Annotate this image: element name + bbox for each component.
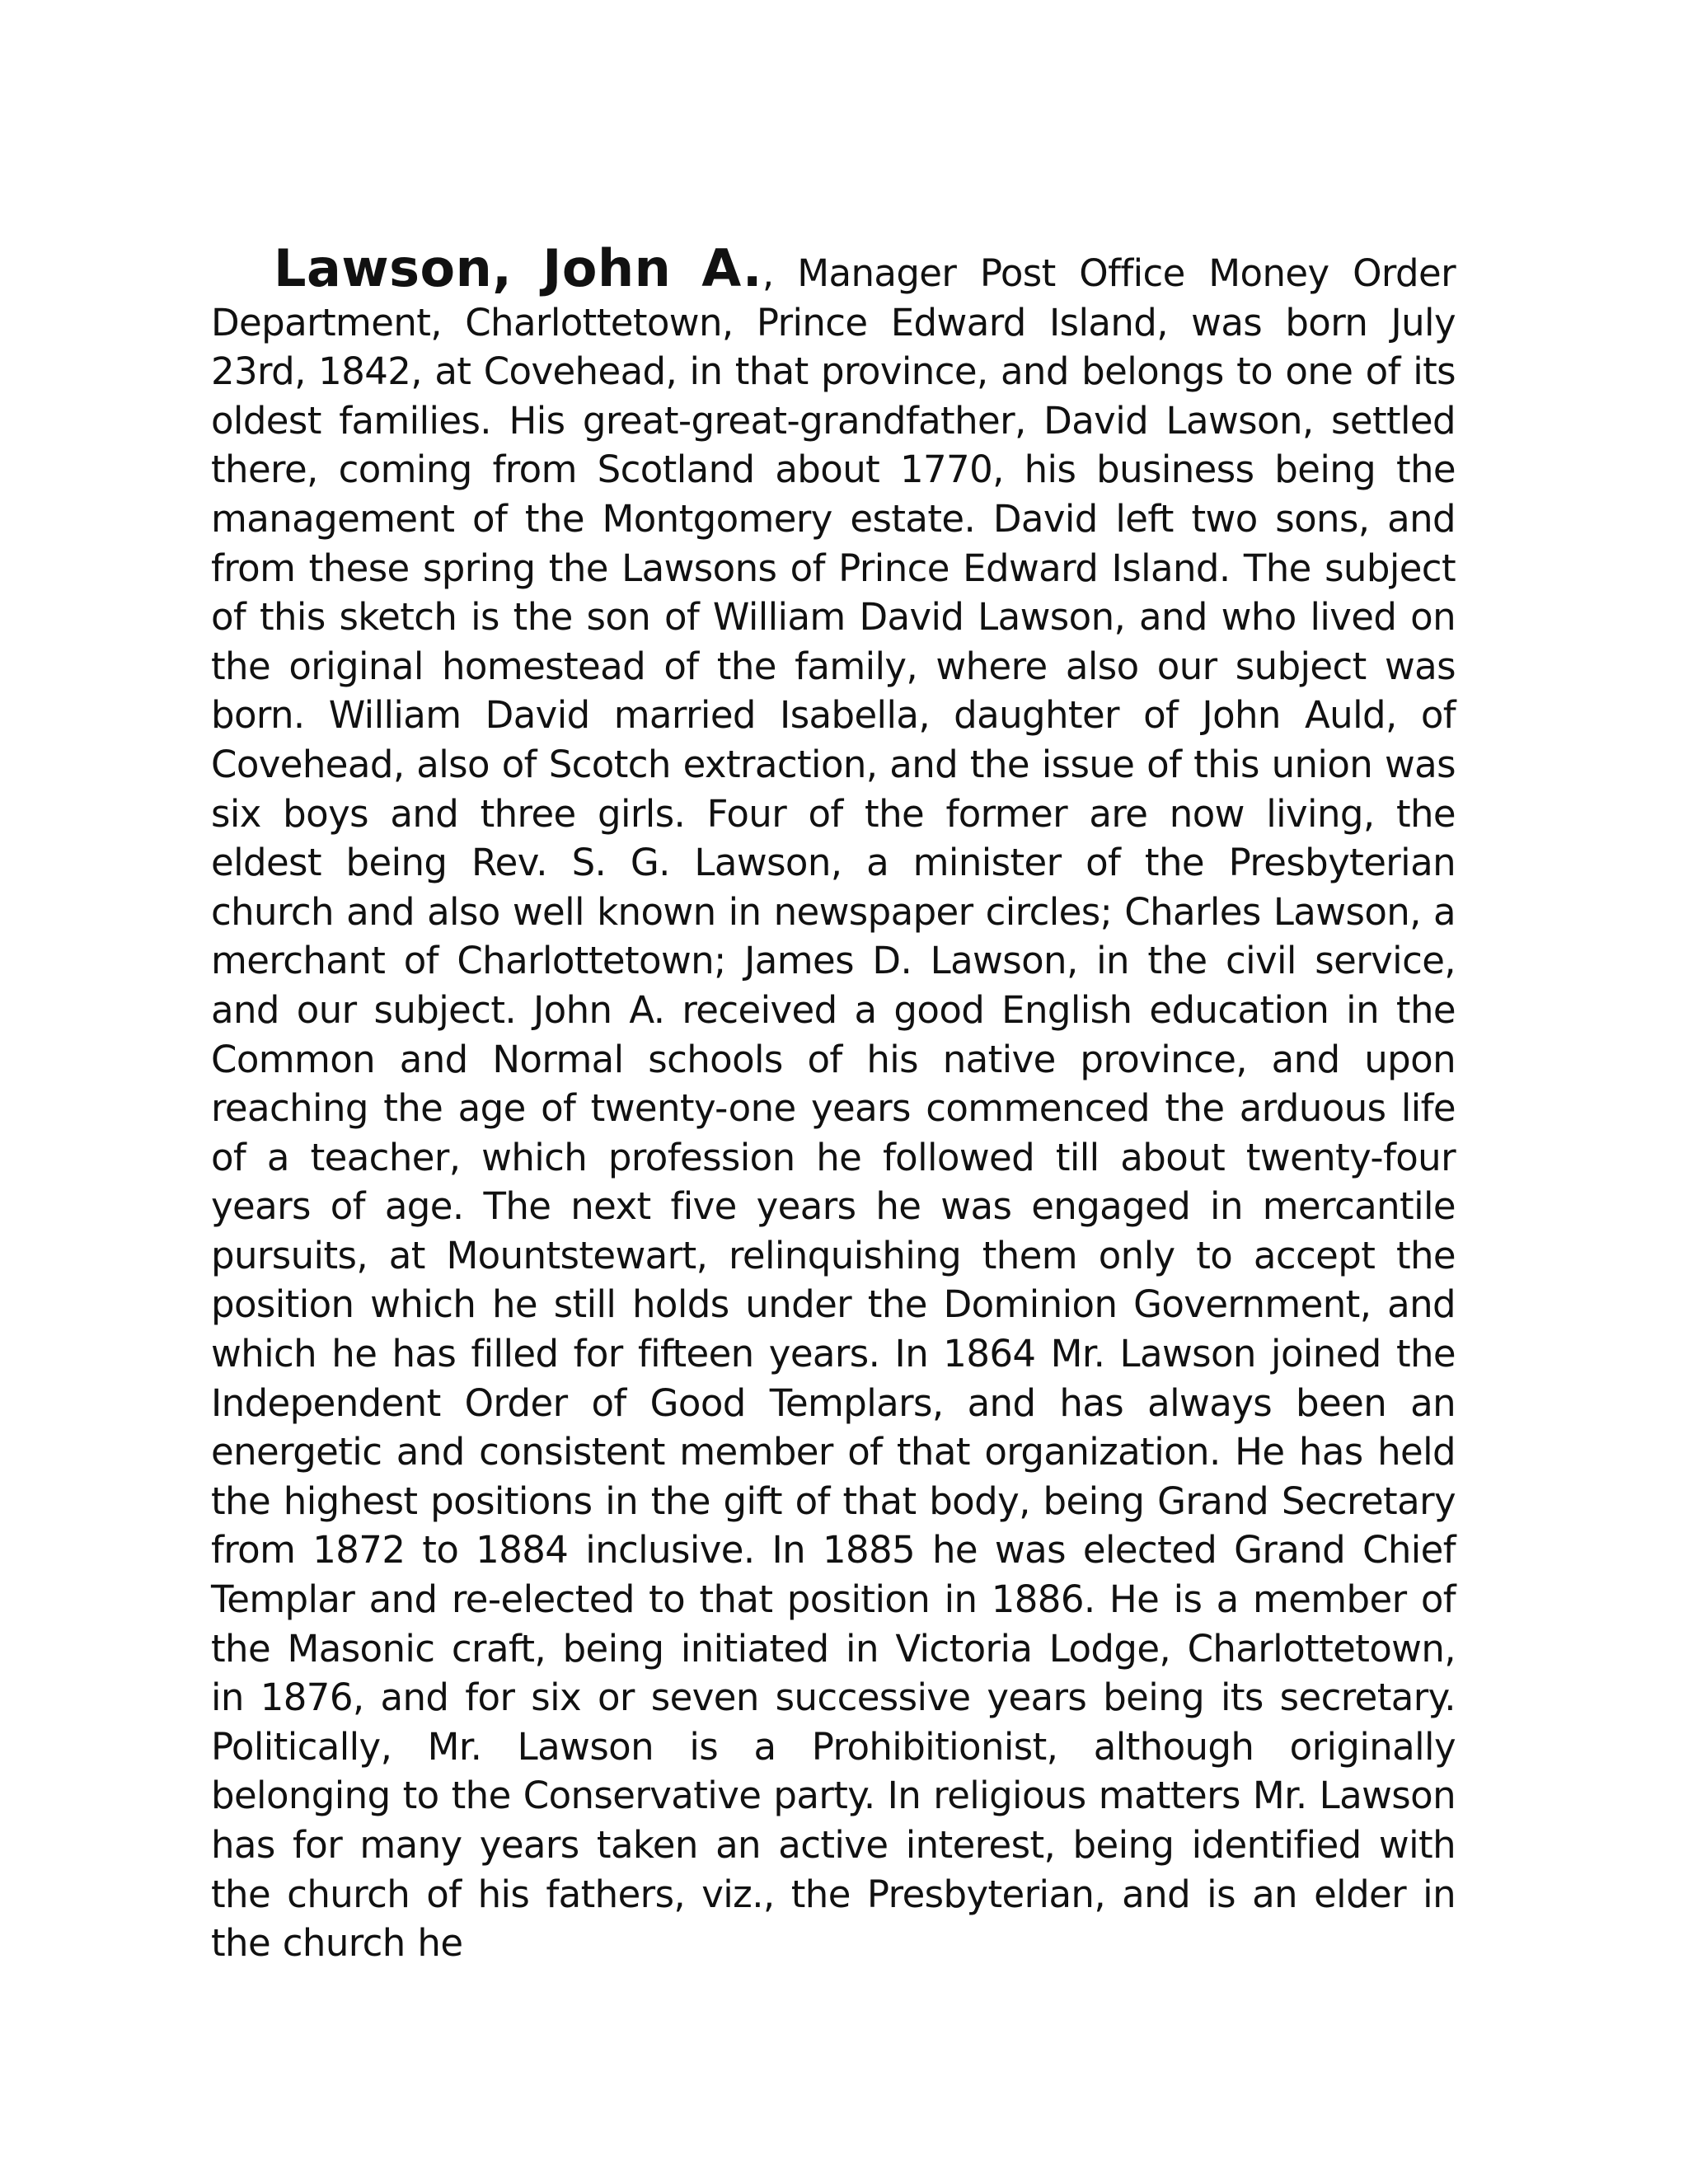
entry-name: Lawson, John A.	[274, 238, 762, 298]
biography-entry	[211, 238, 1456, 1968]
entry-body: , Manager Post Office Money Order Department, Charlottetown, Prince Edward Island, was born July 23rd, 1842, at Covehead, in that province, and belongs to one of its oldest families. His great-great-grandfather, David Lawson, settled there, coming from Scotland about 1770, his business being the management of the Montgomery estate. David left two sons, and from these spring the Lawsons of Prince Edward Island. The subject of this sketch is the son of William David Lawson, and who lived on the original homestead of the family, where also our subject was born. William David married Isabella, daughter of John Auld, of Covehead, also of Scotch extraction, and the issue of this union was six boys and three girls. Four of the former are now living, the eldest being Rev. S. G. Lawson, a minister of the Presbyterian church and also well known in newspaper circles; Charles Lawson, a merchant of Charlottetown; James D. Lawson, in the civil service, and our subject. John A. received a good English education in the Common and Normal schools of his native province, and upon reaching the age of twenty-one years commenced the arduous life of a teacher, which profession he followed till about twenty-four years of age. The next five years he was engaged in mercantile pursuits, at Mountstewart, relinquishing them only to accept the position which he still holds under the Dominion Government, and which he has filled for fifteen years. In 1864 Mr. Lawson joined the Independent Order of Good Templars, and has always been an energetic and consistent member of that organization. He has held the highest positions in the gift of that body, being Grand Secretary from 1872 to 1884 inclusive. In 1885 he was elected Grand Chief Templar and re-elected to that position in 1886. He is a member of the Masonic craft, being initiated in Victoria Lodge, Charlottetown, in 1876, and for six or seven successive years being its secretary. Politically, Mr. Lawson is a Prohibitionist, although originally belonging to the Conservative party. In religious matters Mr. Lawson has for many years taken an active interest, being identified with the church of his fathers, viz., the Presbyterian, and is an elder in the church he	[211, 251, 1456, 1966]
